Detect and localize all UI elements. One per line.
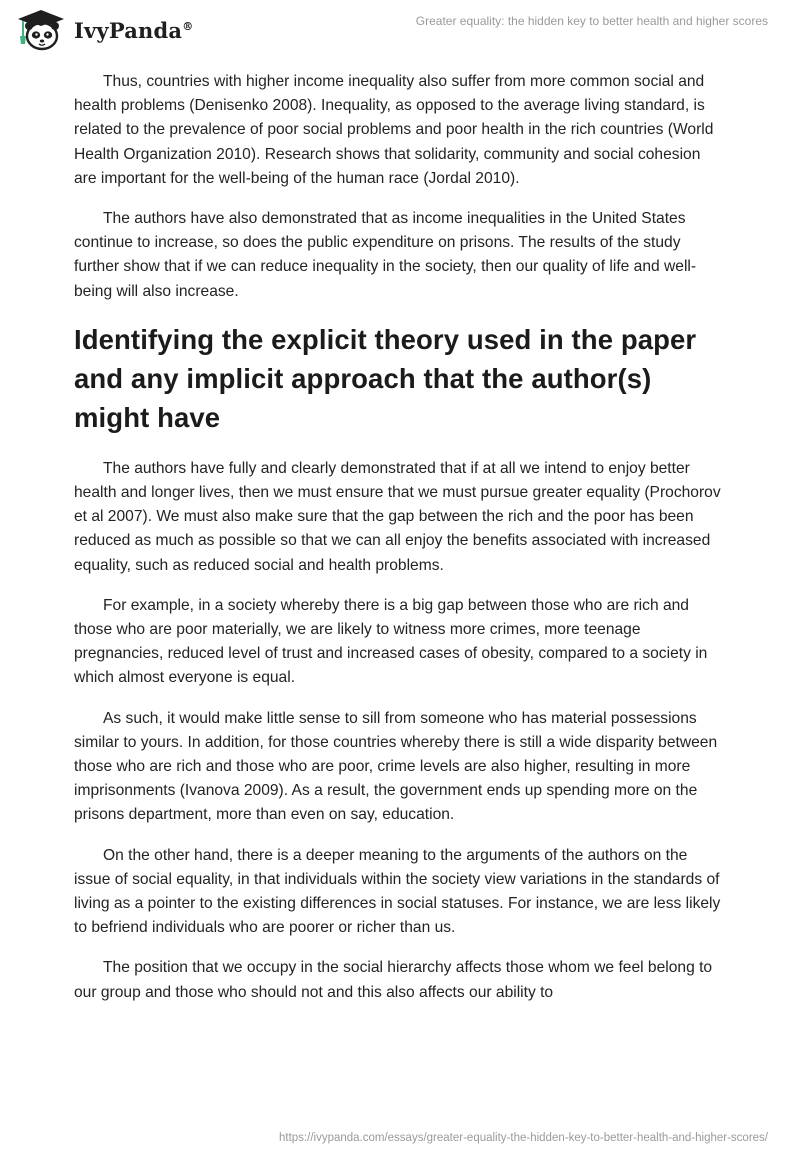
panda-graduation-cap-icon [14,8,68,52]
paragraph: The authors have also demonstrated that as income inequalities in the United States continue to increase, so does the public expenditure on prisons. The results of the study further show that if we can reduce inequality in the society, then our quality of life and well-being will also increase. [74,210,697,300]
document-title: Greater equality: the hidden key to better health and higher scores [415,14,768,28]
paragraph: For example, in a society whereby there is a big gap between those who are rich and those who are poor materially, we are likely to witness more crimes, more teenage pregnancies, reduced level of trust and increased cases of obesity, compared to a society in which almost everyone is equal. [74,596,708,687]
essay-content [74,70,726,1021]
paragraph: The position that we occupy in the social hierarchy affects those whom we feel belong to our group and those who should not and this also affects our ability to [74,959,713,1001]
source-url[interactable]: https://ivypanda.com/essays/greater-equality-the-hidden-key-to-better-health-and-higher-scores/ [279,1132,768,1144]
ivypanda-logo[interactable] [14,8,193,52]
brand-name: IvyPanda® [74,17,194,43]
paragraph: On the other hand, there is a deeper meaning to the arguments of the authors on the issue of social equality, in that individuals within the society view variations in the standards of living as a pointer to the existing differences in social statuses. For instance, we are less likely to befriend individuals who are poorer or richer than us. [74,846,721,937]
paragraph: Thus, countries with higher income inequality also suffer from more common social and health problems (Denisenko 2008). Inequality, as opposed to the average living standard, is related to the prevalence of poor social problems and poor health in the rich countries (World Health Organization 2010). Research shows that solidarity, community and social cohesion are important for the well-being of the human race (Jordal 2010). [74,73,714,187]
section-heading: Identifying the explicit theory used in the paper and any implicit approach that the author(s) might have [74,323,697,433]
paragraph: As such, it would make little sense to sill from someone who has material possessions similar to yours. In addition, for those countries whereby there is still a wide disparity between those who are rich and those who are poor, crime levels are also higher, resulting in more imprisonments (Ivanova 2009). As a result, the government ends up spending more on the prisons department, more than even on say, education. [74,709,718,824]
paragraph: The authors have fully and clearly demonstrated that if at all we intend to enjoy better health and longer lives, then we must ensure that we must pursue greater equality (Prochorov et al 2007). We must also make sure that the gap between the rich and the poor has been reduced as much as possible so that we can all enjoy the benefits associated with increased equality, such as reduced social and health problems. [74,459,721,574]
